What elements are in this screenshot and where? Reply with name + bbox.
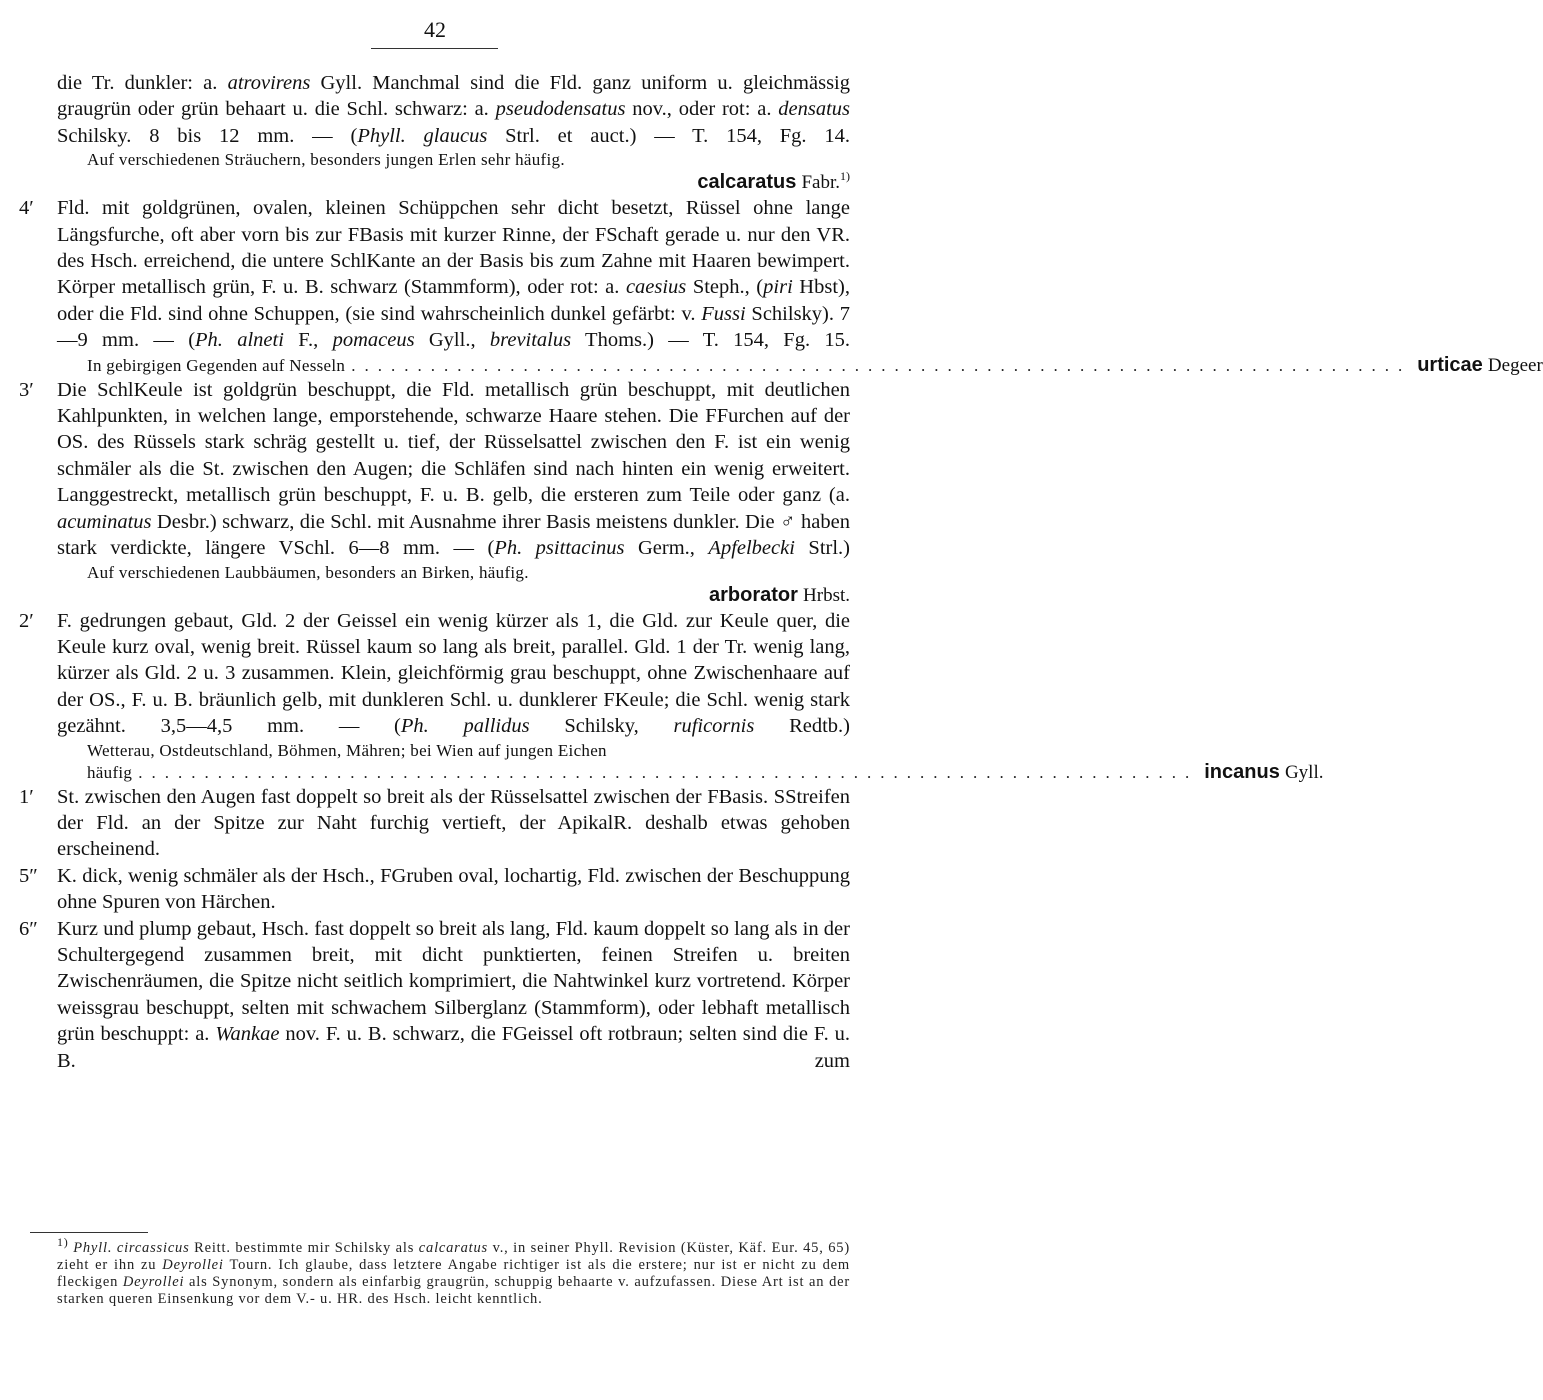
italic-term: densatus [778, 98, 851, 121]
text-run: Hbst), oder die Fld. sind ohne Schuppen, (sie sind wahrscheinlich dunkel gefärbt: v. [57, 276, 850, 325]
text-run: als Synonym, sondern als einfarbig graugrün, schuppig behaarte v. aufzufassen. Diese Art ist an der starken queren Einsenkung vor dem V.- u. HR. des Hsch. leicht kenntlich. [57, 1274, 850, 1307]
text-run: K. dick, wenig schmäler als der Hsch., FGruben oval, lochartig, Fld. zwischen der Beschuppung ohne Spuren von Härchen. [57, 864, 850, 914]
text-run: nov., oder rot: a. [625, 98, 779, 121]
species-name: calcaratus [697, 171, 797, 194]
text-run: Schilsky). 7—9 mm. — ( [57, 302, 850, 352]
italic-term: Wankae [215, 1023, 280, 1046]
italic-term: Deyrollei [122, 1274, 185, 1290]
couplet-marker: 5″ [19, 864, 38, 887]
italic-term: Ph. psittacinus [494, 537, 625, 560]
text-run: St. zwischen den Augen fast doppelt so breit als der Rüsselsattel zwischen der FBasis. SStreifen der Fld. an der Spitze zur Naht furchig vertieft, der ApikalR. deshalb etwas gehoben erscheinend. [57, 785, 850, 861]
couplet-marker: 4′ [19, 197, 34, 220]
text-run: Strl.) [794, 537, 850, 560]
italic-term: Phyll. glaucus [357, 124, 488, 147]
text-run: F., [283, 329, 333, 352]
couplet-2-prime [19, 608, 850, 740]
habitat-note: Auf verschiedenen Laubbäumen, besonders an Birken, häufig. [87, 562, 529, 582]
text-run: v., in seiner Phyll. Revision (Küster, Käf. Eur. 45, 65) zieht er ihn zu [57, 1240, 850, 1273]
italic-term: piri [763, 276, 793, 299]
italic-term: brevitalus [489, 329, 572, 352]
species-author: Fabr. [801, 172, 840, 194]
species-label-arborator [57, 583, 850, 608]
habitat-note: häufig [87, 762, 133, 782]
couplet-marker: 3′ [19, 378, 34, 401]
text-run: Schilsky. 8 bis 12 mm. — ( [57, 124, 358, 147]
leader-dots: ................................................................................ [351, 355, 1412, 375]
species-name: urticae [1417, 353, 1483, 376]
italic-term: Ph. pallidus [400, 715, 530, 738]
italic-term: atrovirens [227, 72, 311, 94]
footnote-reference: 1) [840, 169, 850, 184]
species-author: Degeer [1487, 354, 1543, 376]
text-run: Gyll., [414, 329, 490, 352]
italic-term: Phyll. circassicus [73, 1240, 190, 1256]
text-run: Kurz und plump gebaut, Hsch. fast doppelt so breit als lang, Fld. kaum doppelt so lang als in der Schultergegend zusammen breit, mit dicht punktierten, feinen Streifen u. breiten Zwischenräumen, die Spitze nicht seitlich komprimiert, die Nahtwinkel kurz vortretend. Körper weissgrau beschuppt, selten mit schwachem Silberglanz (Stammform), oder lebhaft metallisch grün beschuppt: a. [57, 917, 850, 1046]
text-run: Thoms.) — T. 154, Fg. 15. [571, 329, 851, 352]
couplet-marker: 1′ [19, 785, 34, 808]
couplet-text [57, 610, 850, 738]
species-name: incanus [1204, 760, 1280, 783]
footnote-marker: 1) [57, 1235, 69, 1250]
couplet-marker: 6″ [19, 917, 38, 940]
habitat-note: Auf verschiedenen Sträuchern, besonders jungen Erlen sehr häufig. [87, 150, 565, 170]
text-run: Die SchlKeule ist goldgrün beschuppt, die Fld. metallisch grün beschuppt, mit deutlichen Kahlpunkten, in welchen lange, emporstehende, schwarze Haare stehen. Die FFurchen auf der OS. des Rüssels stark schräg gestellt u. tief, der Rüsselsattel zwischen den F. ist ein wenig schmäler als die St. zwischen den Augen; die Schläfen sind nach hinten ein wenig erweitert. Langgestreckt, metallisch grün beschuppt, F. u. B. gelb, die ersteren zum Teile oder ganz (a. [57, 378, 850, 507]
footnote-rule [30, 1232, 148, 1233]
text-run: Reitt. bestimmte mir Schilsky als [189, 1240, 419, 1256]
footnote [57, 1235, 850, 1308]
italic-term: Fussi [701, 302, 746, 325]
italic-term: Deyrollei [162, 1257, 224, 1273]
text-run: Fld. mit goldgrünen, ovalen, kleinen Schüppchen sehr dicht besetzt, Rüssel ohne lange Längsfurche, oft aber vorn bis zur FBasis mit kurzer Rinne, der FSchaft gerade u. nur den VR. des Hsch. erreichend, die untere SchlKante an der Basis bis zum Zahne mit Haaren bewimpert. Körper metallisch grün, F. u. B. schwarz (Stammform), oder rot: a. [57, 197, 850, 299]
text-run: Redtb.) [754, 715, 850, 738]
italic-term: Ph. alneti [195, 329, 284, 352]
italic-term: pseudodensatus [495, 98, 626, 121]
page-content [0, 70, 1543, 1074]
habitat-note: Wetterau, Ostdeutschland, Böhmen, Mähren; bei Wien auf jungen Eichen [87, 740, 607, 760]
species-label-calcaratus [57, 170, 850, 195]
couplet-marker: 2′ [19, 609, 34, 632]
couplet-3-prime [19, 377, 850, 562]
italic-term: pomaceus [332, 329, 415, 352]
text-run: Steph., ( [686, 276, 764, 299]
couplet-1-prime [19, 784, 850, 863]
text-run: Schilsky, [529, 715, 674, 738]
text-run: F. gedrungen gebaut, Gld. 2 der Geissel ein wenig kürzer als 1, die Gld. zur Keule quer, die Keule kurz oval, wenig breit. Rüssel kaum so lang als breit, parallel. Gld. 1 der Tr. wenig lang, kürzer als Gld. 2 u. 3 zusammen. Klein, gleichförmig grau beschuppt, ohne Zwischenhaare auf der OS., F. u. B. bräunlich gelb, mit dunkleren Schl. u. dunklerer FKeule; die Schl. wenig stark gezähnt. 3,5—4,5 mm. — ( [57, 609, 850, 738]
italic-term: ruficornis [673, 715, 755, 738]
header-rule [371, 48, 498, 49]
text-run: Gyll. Manchmal sind die Fld. ganz uniform u. gleichmässig graugrün oder grün behaart u. die Schl. schwarz: a. [57, 72, 851, 121]
italic-term: calcaratus [418, 1240, 488, 1256]
couplet-text [57, 197, 850, 351]
couplet-text [57, 918, 850, 1072]
text-run: nov. F. u. B. schwarz, die FGeissel oft rotbraun; selten sind die F. u. B. zum [57, 1023, 850, 1072]
intro-paragraph [57, 70, 850, 149]
italic-term: caesius [625, 276, 687, 299]
couplet-6-double-prime [19, 916, 850, 1074]
couplet-text [57, 865, 850, 913]
italic-term: acuminatus [57, 510, 152, 533]
couplet-text [57, 786, 850, 861]
text-run: die Tr. dunkler: a. [57, 72, 228, 94]
couplet-4-prime [19, 195, 851, 353]
footnote-text [57, 1240, 850, 1307]
page-number: 42 [424, 17, 446, 42]
leader-dots: ................................................................................ [138, 762, 1199, 782]
species-author: Gyll. [1284, 761, 1324, 783]
couplet-text [57, 379, 850, 559]
species-author: Hrbst. [803, 584, 850, 606]
couplet-5-double-prime [19, 863, 850, 916]
species-name: arborator [708, 583, 798, 606]
text-run: Tourn. Ich glaube, dass letztere Angabe richtiger ist als die erstere; nur ist er nicht zu dem fleckigen [57, 1257, 850, 1290]
species-label-incanus [87, 760, 1324, 784]
text-run: Strl. et auct.) — T. 154, Fg. 14. [487, 124, 850, 147]
italic-term: Apfelbecki [708, 537, 795, 560]
habitat-note: In gebirgigen Gegenden auf Nesseln [87, 355, 346, 375]
text-run: Desbr.) schwarz, die Schl. mit Ausnahme ihrer Basis meistens dunkler. Die ♂ haben stark verdickte, längere VSchl. 6—8 mm. — ( [57, 510, 850, 560]
species-label-urticae [87, 353, 1543, 377]
text-run: Germ., [624, 537, 709, 560]
